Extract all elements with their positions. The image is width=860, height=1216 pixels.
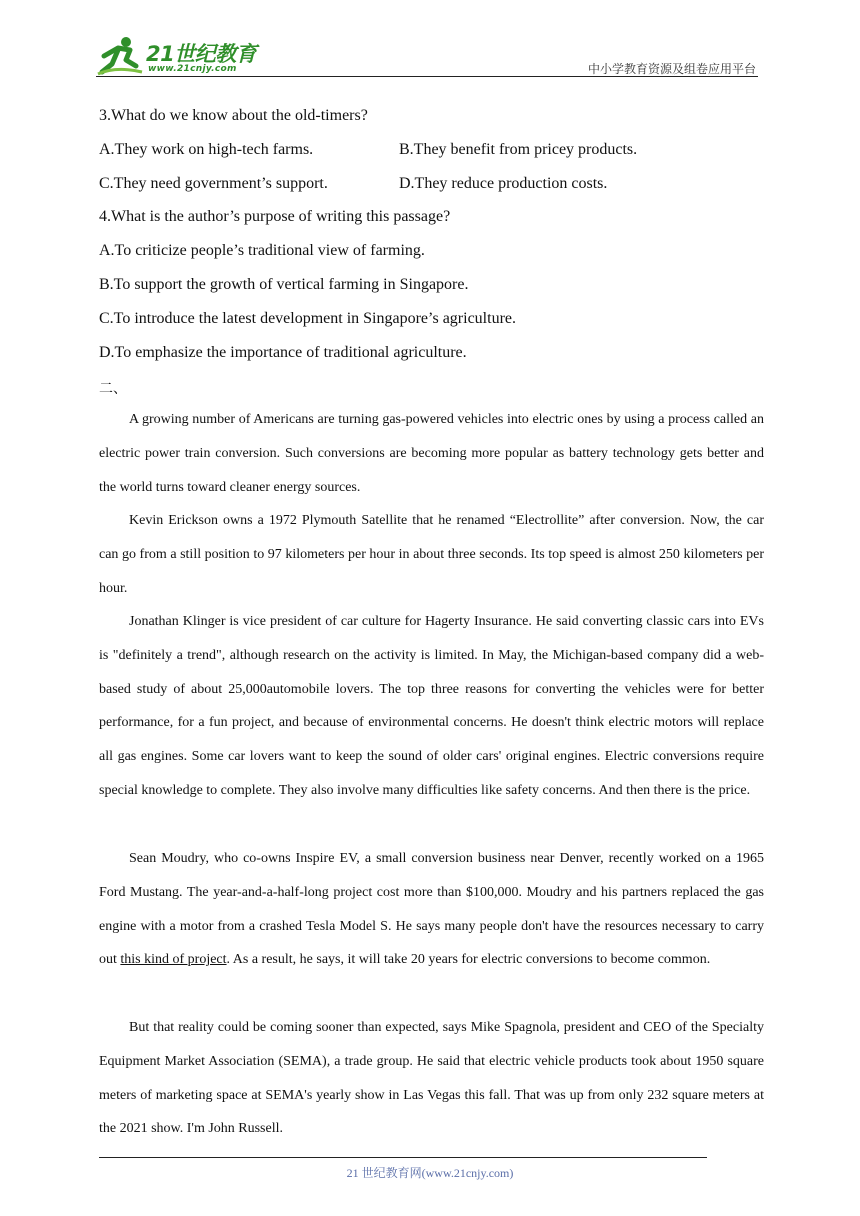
question-3-option-d: D.They reduce production costs.	[399, 175, 608, 192]
question-4-option-c: C.To introduce the latest development in Singapore’s agriculture.	[99, 310, 516, 327]
passage-paragraph-4	[99, 842, 764, 977]
header-divider	[96, 76, 758, 77]
paragraph-4-text-start: Sean Moudry, who co-owns Inspire EV, a small conversion business near Denver, recently worked on a 1965 Ford Mustang. The year-and-a-half-long project cost more than $100,000. Moudry and his partners replaced the gas engine with a motor from a crashed Tesla Model S. He says many people don't have the resources necessary to carry out	[99, 851, 764, 968]
page-footer: 21 世纪教育网(www.21cnjy.com)	[346, 1166, 514, 1180]
logo-url: www.21cnjy.com	[148, 64, 237, 74]
paragraph-4-text-end: . As a result, he says, it will take 20 years for electric conversions to become common.	[226, 952, 711, 968]
question-3-option-b: B.They benefit from pricey products.	[399, 141, 638, 158]
header-platform-title: 中小学教育资源及组卷应用平台	[587, 62, 756, 76]
passage-paragraph-2: Kevin Erickson owns a 1972 Plymouth Satellite that he renamed “Electrollite” after conversion. Now, the car can go from a still position to 97 kilometers per hour in about three seconds. Its top speed is almost 250 kilometers per hour.	[99, 513, 764, 596]
question-3-option-c: C.They need government’s support.	[99, 175, 328, 192]
logo-text: 21世纪教育	[146, 42, 257, 66]
runner-logo-icon	[96, 34, 146, 78]
question-3-option-a: A.They work on high-tech farms.	[99, 141, 314, 158]
question-3-options-row-1	[99, 140, 764, 160]
underlined-phrase: this kind of project	[120, 952, 227, 968]
section-heading: 二、	[99, 382, 127, 397]
question-3-stem: 3.What do we know about the old-timers?	[99, 107, 368, 124]
question-3-options-row-2	[99, 174, 764, 194]
question-4-option-b: B.To support the growth of vertical farming in Singapore.	[99, 276, 469, 293]
passage-paragraph-5: But that reality could be coming sooner than expected, says Mike Spagnola, president and CEO of the Specialty Equipment Market Association (SEMA), a trade group. He said that electric vehicle products took about 1950 square meters of marketing space at SEMA's yearly show in Las Vegas this fall. That was up from only 232 square meters at the 2021 show. I'm John Russell.	[99, 1020, 764, 1137]
page-header	[96, 34, 758, 78]
question-4-stem: 4.What is the author’s purpose of writing this passage?	[99, 208, 451, 225]
site-logo	[96, 34, 266, 78]
passage-paragraph-1: A growing number of Americans are turning gas-powered vehicles into electric ones by using a process called an electric power train conversion. Such conversions are becoming more popular as battery technology gets better and the world turns toward cleaner energy sources.	[99, 412, 764, 495]
question-4-option-d: D.To emphasize the importance of traditional agriculture.	[99, 344, 467, 361]
passage-paragraph-3: Jonathan Klinger is vice president of car culture for Hagerty Insurance. He said converting classic cars into EVs is "definitely a trend", although research on the activity is limited. In May, the Michigan-based company did a web-based study of about 25,000automobile lovers. The top three reasons for converting the vehicles were for better performance, for a fun project, and because of environmental concerns. He doesn't think electric motors will replace all gas engines. Some car lovers want to keep the sound of older cars' original engines. Electric conversions require special knowledge to complete. They also involve many difficulties like safety concerns. And then there is the price.	[99, 614, 764, 798]
footer-divider	[99, 1157, 707, 1158]
question-4-option-a: A.To criticize people’s traditional view of farming.	[99, 242, 425, 259]
